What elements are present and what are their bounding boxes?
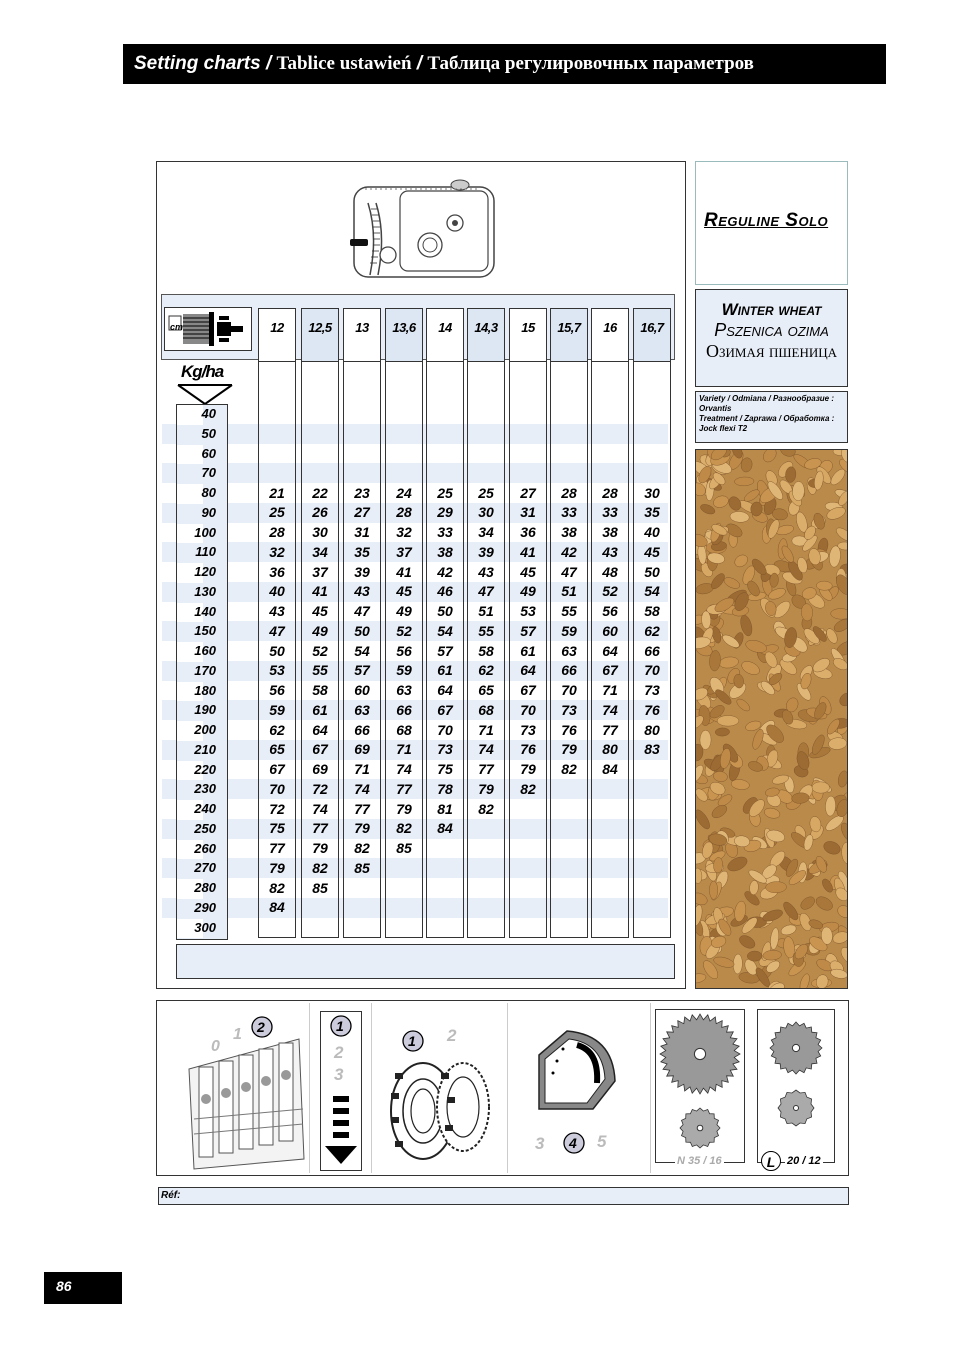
- table-cell: 49: [312, 622, 328, 639]
- table-cell: 83: [644, 741, 660, 758]
- table-cell: 53: [520, 603, 536, 619]
- table-cell: 42: [561, 543, 577, 560]
- rate-value: 60: [201, 445, 216, 461]
- table-cell: 65: [478, 682, 494, 698]
- rate-value: 200: [194, 722, 216, 737]
- table-cell: 58: [312, 682, 328, 698]
- rate-value: 240: [194, 801, 216, 816]
- table-cell: 62: [478, 662, 494, 679]
- table-cell: 56: [269, 682, 285, 698]
- rate-value: 250: [194, 820, 216, 836]
- table-cell: 77: [312, 820, 328, 837]
- table-cell: 76: [561, 721, 577, 738]
- table-cell: 64: [602, 642, 618, 659]
- table-cell: 48: [602, 563, 618, 580]
- cm-label: cm: [170, 322, 184, 332]
- table-cell: 29: [437, 504, 453, 521]
- table-cell: 37: [312, 563, 328, 580]
- header-title: [134, 53, 754, 75]
- treatment-label: Treatment / Zaprawa / Обработка :: [699, 414, 835, 423]
- table-cell: 70: [269, 780, 285, 797]
- variety-treatment-panel: [695, 391, 848, 443]
- rate-value: 220: [194, 761, 216, 777]
- table-cell: 79: [269, 859, 285, 876]
- table-cell: 53: [269, 662, 285, 679]
- table-cell: 38: [602, 524, 618, 540]
- gear-box-n: [655, 1009, 745, 1163]
- table-cell: 79: [520, 761, 536, 777]
- table-cell: 75: [437, 761, 453, 777]
- table-cell: 77: [478, 761, 494, 777]
- table-cell: 67: [312, 741, 328, 758]
- table-cell: 71: [478, 721, 494, 738]
- dial-number-5: 5: [597, 1132, 607, 1151]
- table-cell: 69: [312, 761, 328, 777]
- table-cell: 64: [437, 682, 453, 698]
- rate-value: 120: [194, 564, 216, 579]
- lever-number-0: 0: [211, 1038, 220, 1055]
- table-cell: 84: [602, 761, 618, 777]
- wheat-grains-image: [696, 450, 848, 989]
- table-cell: 77: [602, 721, 618, 738]
- table-cell: 71: [354, 761, 370, 777]
- table-cell: 38: [561, 524, 577, 540]
- table-cell: 59: [561, 622, 577, 639]
- table-cell: 34: [312, 543, 328, 560]
- sowing-width-icon-box: [164, 307, 252, 351]
- table-cell: 25: [478, 484, 494, 501]
- table-cell: 37: [396, 543, 412, 560]
- rate-value: 180: [194, 682, 216, 698]
- table-cell: 66: [561, 662, 577, 679]
- table-cell: 46: [437, 583, 453, 600]
- rate-value: 100: [194, 524, 216, 540]
- table-cell: 77: [269, 840, 285, 856]
- table-cell: 47: [354, 603, 370, 619]
- table-cell: 57: [354, 662, 370, 679]
- header-separator: /: [416, 53, 423, 74]
- crop-panel: [695, 289, 848, 387]
- table-cell: 63: [561, 642, 577, 659]
- rate-value: 70: [201, 465, 216, 481]
- table-cell: 68: [396, 721, 412, 738]
- rate-value: 260: [194, 840, 216, 856]
- header-title-pl: Tablice ustawień: [276, 53, 412, 74]
- rate-value: 40: [201, 406, 216, 421]
- table-cell: 28: [602, 484, 618, 501]
- table-cell: 62: [644, 622, 660, 639]
- gear-box-l: [757, 1009, 835, 1163]
- dial-illustration: [527, 1025, 627, 1165]
- sequence-2: 2: [334, 1043, 344, 1062]
- table-cell: 77: [354, 800, 370, 817]
- rate-value: 140: [194, 603, 216, 619]
- crop-name-pl: Pszenica ozima: [714, 320, 829, 340]
- table-cell: 33: [602, 504, 618, 521]
- wheel-number-2: 2: [447, 1026, 457, 1045]
- table-cell: 74: [396, 761, 412, 777]
- table-cell: 28: [561, 484, 577, 501]
- lever-number-1: 1: [233, 1026, 242, 1043]
- rate-value: 210: [194, 741, 216, 757]
- table-cell: 74: [478, 741, 494, 758]
- column-header: 14,3: [467, 308, 505, 362]
- table-cell: 31: [520, 504, 536, 521]
- table-cell: 85: [354, 859, 370, 876]
- rate-value: 170: [194, 662, 216, 678]
- table-cell: 55: [312, 662, 328, 679]
- table-cell: 27: [520, 484, 536, 501]
- table-cell: 73: [520, 721, 536, 738]
- table-cell: 45: [312, 603, 328, 619]
- table-cell: 75: [269, 820, 285, 837]
- rate-value: 300: [194, 919, 216, 935]
- table-cell: 68: [478, 701, 494, 718]
- table-cell: 51: [561, 583, 577, 600]
- table-cell: 62: [269, 721, 285, 738]
- table-cell: 21: [269, 484, 285, 501]
- sequence-3: 3: [334, 1065, 344, 1084]
- rate-value: 190: [194, 702, 216, 718]
- table-cell: 35: [644, 504, 660, 521]
- header-title-ru: Таблица регулировочных параметров: [427, 53, 754, 74]
- small-gear-icon: [758, 1010, 834, 1162]
- column-header: 12: [258, 308, 296, 362]
- table-cell: 39: [478, 543, 494, 560]
- column-header: 14: [426, 308, 464, 362]
- column-header: 12,5: [301, 308, 339, 362]
- table-cell: 50: [269, 642, 285, 659]
- table-cell: 64: [312, 721, 328, 738]
- rate-value: 90: [201, 504, 216, 520]
- rate-unit-label: Kg/ha: [181, 362, 224, 381]
- rate-value: 280: [194, 880, 216, 895]
- table-cell: 36: [520, 524, 536, 540]
- metering-device-illustration: [340, 175, 500, 290]
- column-header: 16: [591, 308, 629, 362]
- notes-box: [176, 944, 675, 979]
- table-cell: 71: [602, 682, 618, 698]
- table-cell: 41: [312, 583, 328, 600]
- rate-value: 130: [194, 583, 216, 599]
- table-cell: 76: [644, 701, 660, 718]
- table-cell: 30: [312, 524, 328, 540]
- table-cell: 77: [396, 780, 412, 797]
- product-name: Reguline Solo: [704, 210, 829, 231]
- table-cell: 42: [437, 563, 453, 580]
- table-cell: 59: [269, 701, 285, 718]
- column-header: 16,7: [633, 308, 671, 362]
- table-cell: 74: [602, 701, 618, 718]
- rate-value: 230: [194, 781, 216, 797]
- table-cell: 56: [396, 642, 412, 659]
- table-cell: 50: [354, 622, 370, 639]
- table-cell: 76: [520, 741, 536, 758]
- table-cell: 31: [354, 524, 370, 540]
- table-cell: 45: [520, 563, 536, 580]
- reference-label: Réf:: [161, 1190, 181, 1201]
- page-number-box: [44, 1272, 122, 1304]
- table-cell: 63: [354, 701, 370, 718]
- table-cell: 79: [312, 840, 328, 856]
- large-gear-icon: [656, 1010, 744, 1162]
- table-cell: 35: [354, 543, 370, 560]
- table-cell: 60: [602, 622, 618, 639]
- table-cell: 58: [478, 642, 494, 659]
- table-cell: 38: [437, 543, 453, 560]
- table-cell: 67: [437, 701, 453, 718]
- table-cell: 55: [478, 622, 494, 639]
- table-cell: 82: [520, 780, 536, 797]
- table-cell: 58: [644, 603, 660, 619]
- drill-width-icon: [165, 308, 251, 350]
- table-cell: 74: [354, 780, 370, 797]
- product-panel: [695, 161, 848, 285]
- table-cell: 61: [437, 662, 453, 679]
- table-cell: 45: [396, 583, 412, 600]
- table-cell: 47: [478, 583, 494, 600]
- rate-value: 80: [201, 485, 216, 500]
- table-cell: 72: [269, 800, 285, 817]
- table-cell: 30: [644, 484, 660, 501]
- table-cell: 47: [269, 622, 285, 639]
- table-cell: 66: [644, 642, 660, 659]
- column-header: 15: [509, 308, 547, 362]
- rate-value: 160: [194, 643, 216, 658]
- table-cell: 40: [644, 524, 660, 540]
- column-header: 15,7: [550, 308, 588, 362]
- table-cell: 54: [437, 622, 453, 639]
- table-cell: 52: [312, 642, 328, 659]
- gear-right-badge: L: [761, 1151, 781, 1171]
- table-cell: 36: [269, 563, 285, 580]
- treatment-value: Jock flexi T2: [699, 424, 748, 433]
- table-cell: 82: [396, 820, 412, 837]
- table-cell: 70: [561, 682, 577, 698]
- wheel-number-1: 1: [408, 1033, 416, 1049]
- column-header: 13: [343, 308, 381, 362]
- dial-number-4: 4: [569, 1135, 577, 1151]
- table-cell: 70: [644, 662, 660, 679]
- header-bar: [123, 44, 886, 84]
- table-cell: 33: [561, 504, 577, 521]
- table-cell: 60: [354, 682, 370, 698]
- table-cell: 57: [520, 622, 536, 639]
- table-cell: 79: [561, 741, 577, 758]
- table-cell: 40: [269, 583, 285, 600]
- table-cell: 78: [437, 780, 453, 797]
- rate-value: 110: [195, 544, 216, 560]
- table-cell: 24: [396, 484, 412, 501]
- table-cell: 56: [602, 603, 618, 619]
- table-cell: 82: [312, 859, 328, 876]
- crop-name-en: Winter wheat: [721, 300, 822, 319]
- table-cell: 51: [478, 603, 494, 619]
- variety-label: Variety / Odmiana / Разнообразие :: [699, 394, 835, 403]
- table-cell: 49: [520, 583, 536, 600]
- table-cell: 82: [478, 800, 494, 817]
- sequence-box: [320, 1011, 362, 1171]
- table-cell: 43: [269, 603, 285, 619]
- rate-value: 290: [194, 899, 216, 915]
- table-cell: 55: [561, 603, 577, 619]
- lever-number-2: 2: [257, 1019, 265, 1035]
- table-cell: 41: [520, 543, 536, 560]
- table-cell: 63: [396, 682, 412, 698]
- down-arrow-icon: [176, 384, 234, 406]
- table-cell: 32: [269, 543, 285, 560]
- table-cell: 30: [478, 504, 494, 521]
- table-cell: 41: [396, 563, 412, 580]
- variety-value: Orvantis: [699, 404, 732, 413]
- table-cell: 72: [312, 780, 328, 797]
- table-cell: 52: [602, 583, 618, 600]
- table-cell: 43: [602, 543, 618, 560]
- table-cell: 82: [269, 879, 285, 896]
- table-cell: 33: [437, 524, 453, 540]
- table-cell: 28: [269, 524, 285, 540]
- table-cell: 67: [602, 662, 618, 679]
- sequence-1: 1: [336, 1018, 344, 1034]
- table-cell: 84: [269, 899, 285, 916]
- header-separator: /: [265, 53, 272, 74]
- table-cell: 43: [354, 583, 370, 600]
- table-cell: 71: [396, 741, 412, 758]
- table-cell: 47: [561, 563, 577, 580]
- table-cell: 66: [354, 721, 370, 738]
- table-cell: 73: [437, 741, 453, 758]
- table-cell: 79: [396, 800, 412, 817]
- settings-strip: [156, 1000, 849, 1176]
- table-cell: 85: [312, 879, 328, 896]
- table-cell: 61: [312, 701, 328, 718]
- table-cell: 85: [396, 840, 412, 856]
- wheel-selection-illustration: [381, 1013, 501, 1173]
- gear-left-label: N 35 / 16: [677, 1155, 722, 1167]
- table-cell: 82: [354, 840, 370, 856]
- table-cell: 69: [354, 741, 370, 758]
- table-cell: 54: [354, 642, 370, 659]
- table-cell: 80: [602, 741, 618, 758]
- table-cell: 32: [396, 524, 412, 540]
- table-cell: 28: [396, 504, 412, 521]
- table-cell: 50: [644, 563, 660, 580]
- table-cell: 23: [354, 484, 370, 501]
- table-cell: 52: [396, 622, 412, 639]
- table-cell: 43: [478, 563, 494, 580]
- table-cell: 26: [312, 504, 328, 521]
- table-cell: 34: [478, 524, 494, 540]
- table-cell: 59: [396, 662, 412, 679]
- reference-field[interactable]: [158, 1187, 849, 1205]
- table-cell: 27: [354, 504, 370, 521]
- table-cell: 81: [437, 800, 453, 817]
- page-number: 86: [56, 1278, 72, 1294]
- table-cell: 22: [312, 484, 328, 501]
- table-cell: 73: [561, 701, 577, 718]
- table-cell: 70: [437, 721, 453, 738]
- rate-value: 50: [201, 425, 216, 441]
- table-cell: 67: [520, 682, 536, 698]
- table-cell: 66: [396, 701, 412, 718]
- wheat-grain-photo: [695, 449, 848, 989]
- table-cell: 82: [561, 761, 577, 777]
- sequence-graphic: [321, 1012, 361, 1170]
- rate-value: 150: [194, 623, 216, 639]
- column-header: 13,6: [385, 308, 423, 362]
- table-cell: 79: [354, 820, 370, 837]
- table-cell: 49: [396, 603, 412, 619]
- lever-position-illustration: [179, 1009, 309, 1171]
- table-cell: 25: [269, 504, 285, 521]
- table-cell: 79: [478, 780, 494, 797]
- table-cell: 54: [644, 583, 660, 600]
- table-cell: 84: [437, 820, 453, 837]
- table-cell: 80: [644, 721, 660, 738]
- table-cell: 45: [644, 543, 660, 560]
- table-cell: 64: [520, 662, 536, 679]
- table-cell: 70: [520, 701, 536, 718]
- table-cell: 73: [644, 682, 660, 698]
- table-cell: 74: [312, 800, 328, 817]
- table-cell: 65: [269, 741, 285, 758]
- table-cell: 50: [437, 603, 453, 619]
- table-cell: 25: [437, 484, 453, 501]
- header-title-en: Setting charts: [134, 53, 261, 74]
- crop-name-ru: Озимая пшеница: [705, 341, 837, 361]
- table-cell: 67: [269, 761, 285, 777]
- dial-number-3: 3: [535, 1134, 545, 1153]
- gear-right-label: 20 / 12: [787, 1155, 821, 1167]
- table-cell: 61: [520, 642, 536, 659]
- rate-value: 270: [194, 860, 216, 876]
- table-cell: 57: [437, 642, 453, 659]
- table-cell: 39: [354, 563, 370, 580]
